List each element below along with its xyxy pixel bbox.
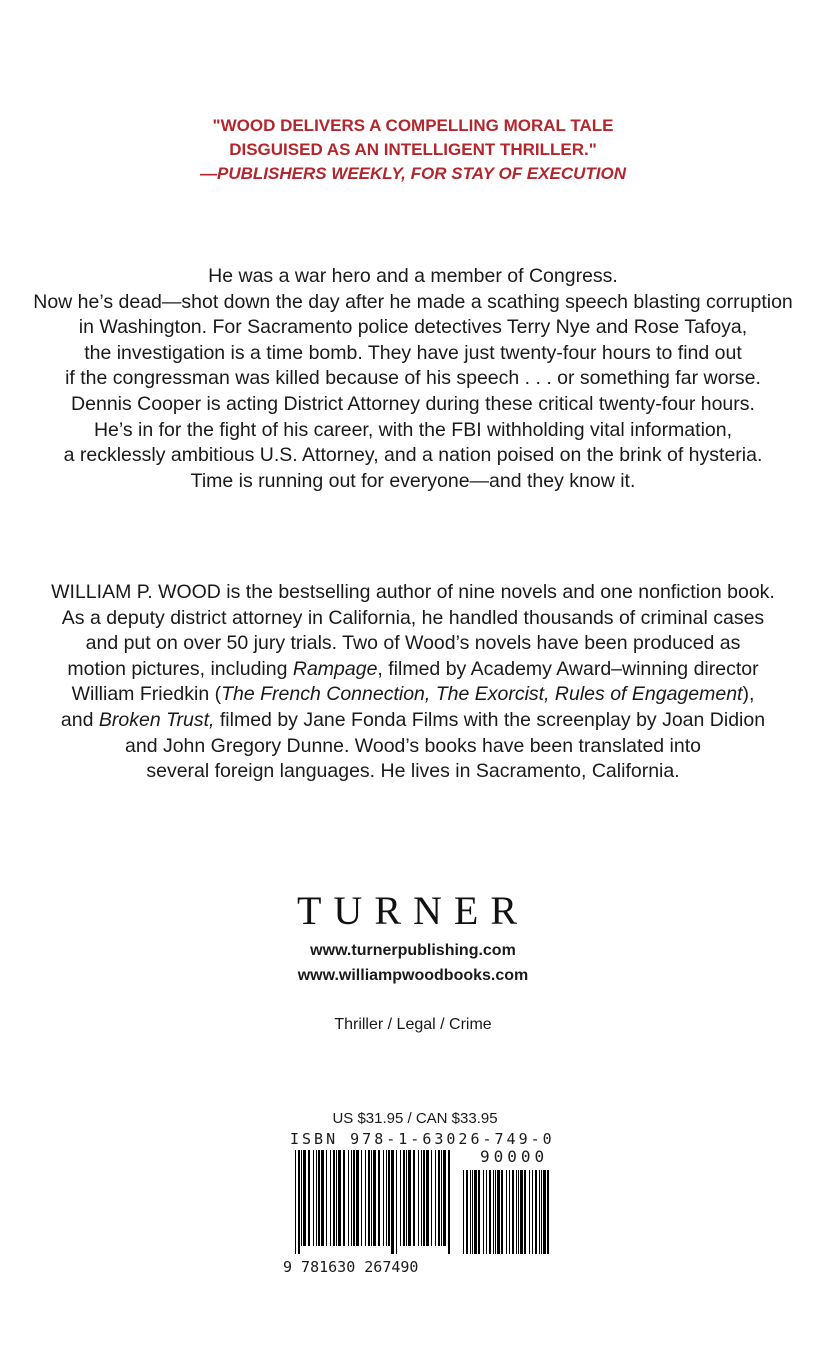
bio-line: As a deputy district attorney in California, he handled thousands of criminal cases <box>61 606 765 629</box>
isbn-label: ISBN 978-1-63026-749-0 <box>290 1130 555 1148</box>
blurb-line: a recklessly ambitious U.S. Attorney, and a nation poised on the brink of hysteria. <box>63 444 763 467</box>
publisher-url: www.turnerpublishing.com <box>310 942 516 959</box>
author-url: www.williampwoodbooks.com <box>297 967 529 984</box>
bio-text: William Friedkin ( <box>71 683 222 706</box>
blurb-line: He’s in for the fight of his career, with the FBI withholding vital information, <box>93 418 733 441</box>
addon-digits: 90000 <box>480 1147 549 1166</box>
genre-category: Thriller / Legal / Crime <box>334 1016 492 1033</box>
publisher-logo: TURNER <box>297 888 529 933</box>
quote-attribution <box>0 162 826 186</box>
bio-text: filmed by Jane Fonda Films with the screenplay by Joan Didion <box>214 708 766 731</box>
publisher-urls <box>0 938 826 988</box>
attribution-source: —PUBLISHERS WEEKLY, FOR <box>199 164 447 183</box>
film-title: Broken Trust, <box>98 708 215 731</box>
blurb-line: Time is running out for everyone—and they know it. <box>190 469 636 492</box>
quote-line: DISGUISED AS AN INTELLIGENT THRILLER." <box>229 140 597 159</box>
bio-text: , filmed by Academy Award–winning director <box>377 657 759 680</box>
blurb-line: in Washington. For Sacramento police detectives Terry Nye and Rose Tafoya, <box>78 316 748 339</box>
ean-digits: 9 781630 267490 <box>283 1258 419 1276</box>
quote-line: "WOOD DELIVERS A COMPELLING MORAL TALE <box>212 116 614 135</box>
book-blurb <box>0 264 826 494</box>
blurb-line: Dennis Cooper is acting District Attorney during these critical twenty-four hours. <box>71 392 755 415</box>
bio-line <box>0 682 826 708</box>
bio-line: and put on over 50 jury trials. Two of Wood’s novels have been produced as <box>85 632 741 655</box>
blurb-line: the investigation is a time bomb. They have just twenty-four hours to find out <box>84 341 742 364</box>
bio-text: and <box>60 708 99 731</box>
bio-text: motion pictures, including <box>67 657 293 680</box>
bio-text: ), <box>742 683 755 706</box>
bio-line: and John Gregory Dunne. Wood’s books have been translated into <box>125 734 701 757</box>
barcode-icon <box>283 1150 553 1260</box>
bio-line <box>0 657 826 683</box>
blurb-line: if the congressman was killed because of his speech . . . or something far worse. <box>65 367 761 390</box>
bio-line: WILLIAM P. WOOD is the bestselling author of nine novels and one nonfiction book. <box>51 581 775 603</box>
blurb-line: He was a war hero and a member of Congress. <box>208 265 618 287</box>
bio-line <box>0 708 826 734</box>
review-quote <box>0 114 826 186</box>
blurb-line: Now he’s dead—shot down the day after he made a scathing speech blasting corruption <box>33 290 793 313</box>
bio-line: several foreign languages. He lives in Sacramento, California. <box>146 760 680 783</box>
film-titles: The French Connection, The Exorcist, Rules of Engagement <box>221 683 743 706</box>
attribution-title: STAY OF EXECUTION <box>451 164 626 183</box>
film-title: Rampage <box>292 657 378 680</box>
price-label: US $31.95 / CAN $33.95 <box>332 1110 498 1127</box>
author-bio <box>0 580 826 785</box>
